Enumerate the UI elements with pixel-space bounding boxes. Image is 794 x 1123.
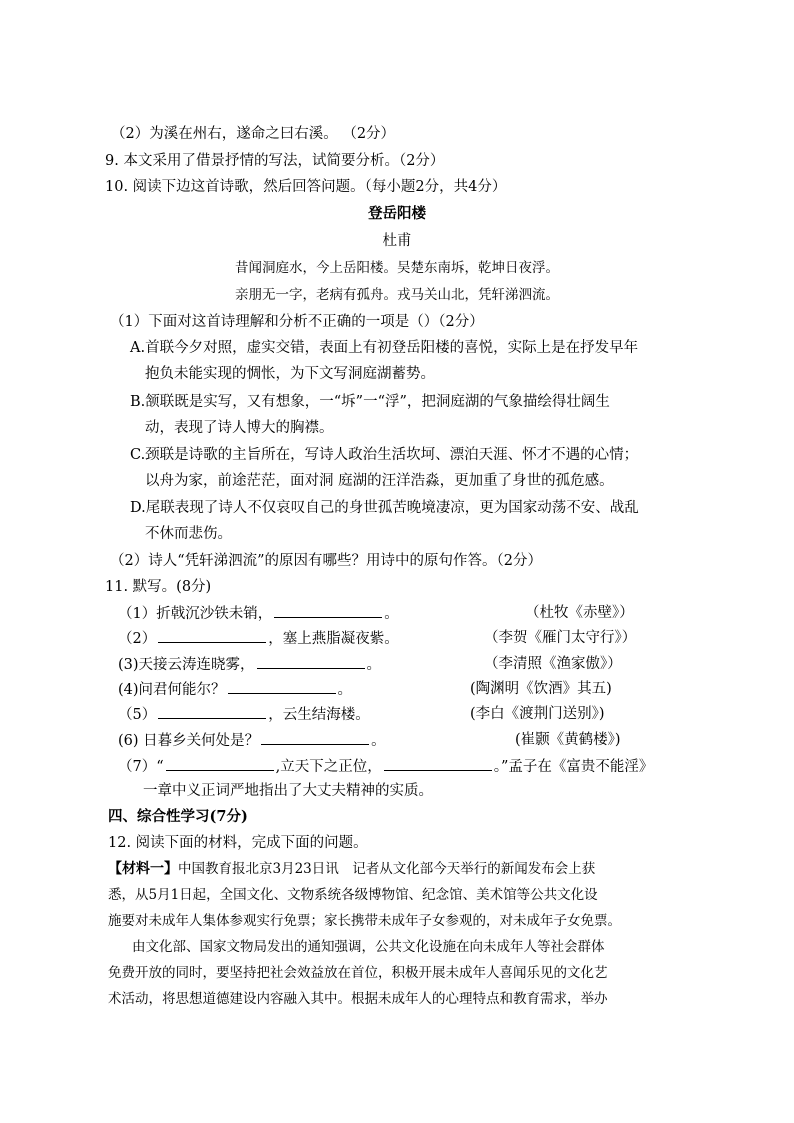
- option-c-line2: 以舟为家，前途茫茫，面对洞 庭湖的汪洋浩淼，更加重了身世的孤危感。: [145, 473, 614, 489]
- answer-blank[interactable]: [261, 730, 369, 745]
- question-10-2: （2）诗人“凭轩涕泗流”的原因有哪些？用诗中的原句作答。（2分）: [110, 553, 543, 569]
- dictation-7-prefix: （7）“: [118, 759, 164, 775]
- answer-blank[interactable]: [158, 704, 266, 719]
- dictation-2-prefix: （2）: [118, 631, 157, 647]
- answer-blank[interactable]: [384, 756, 492, 771]
- q8-part2: （2）为溪在州右，遂命之曰右溪。 （2分）: [111, 126, 396, 142]
- dictation-7-suffix: 。”孟子在《富贵不能淫》: [493, 759, 654, 775]
- dictation-5: [118, 704, 370, 725]
- dictation-1-suffix: 。: [384, 606, 399, 622]
- material-1-label: 【材料一】: [108, 861, 178, 877]
- dictation-6-source: (崔颢《黄鹤楼》): [515, 732, 621, 748]
- material-1-para2-line3: 术活动，将思想道德建设内容融入其中。根据未成年人的心理特点和教育需求，举办: [108, 991, 608, 1007]
- question-9: 9. 本文采用了借景抒情的写法，试简要分析。（2分）: [105, 153, 445, 169]
- material-1-text-1: 中国教育报北京3月23日讯 记者从文化部今天举行的新闻发布会上获: [178, 861, 596, 877]
- poem-line-1: 昔闻洞庭水，今上岳阳楼。吴楚东南坼，乾坤日夜浮。: [235, 260, 559, 276]
- option-a-line1: A.首联今夕对照，虚实交错，表面上有初登岳阳楼的喜悦，实际上是在抒发早年: [130, 340, 639, 356]
- dictation-1-prefix: （1）折戟沉沙铁未销，: [118, 606, 273, 622]
- answer-blank[interactable]: [166, 756, 274, 771]
- question-11: 11. 默写。(8分): [105, 579, 212, 595]
- dictation-4-source: (陶渊明《饮酒》其五): [470, 681, 612, 697]
- dictation-2-suffix: ，塞上燕脂凝夜紫。: [268, 631, 399, 647]
- material-1-line1: [108, 859, 595, 879]
- dictation-7: [118, 756, 653, 777]
- option-c-line1: C.颈联是诗歌的主旨所在，写诗人政治生活坎坷、漂泊天涯、怀才不遇的心情；: [130, 447, 639, 463]
- dictation-3-suffix: 。: [366, 657, 382, 673]
- question-10-1: （1）下面对这首诗理解和分析不正确的一项是（）（2分）: [110, 314, 484, 330]
- poem-title: 登岳阳楼: [368, 205, 426, 222]
- question-10: 10. 阅读下边这首诗歌，然后回答问题。（每小题2分，共4分）: [105, 179, 507, 195]
- poem-line-2: 亲朋无一字，老病有孤舟。戎马关山北，凭轩涕泗流。: [235, 287, 559, 303]
- dictation-2-source: （李贺《雁门太守行》）: [484, 630, 637, 646]
- dictation-6-suffix: 。: [371, 733, 386, 749]
- dictation-6: [118, 730, 386, 751]
- dictation-6-prefix: (6) 日暮乡关何处是？: [118, 733, 260, 749]
- answer-blank[interactable]: [274, 603, 382, 618]
- answer-blank[interactable]: [257, 654, 365, 669]
- dictation-5-suffix: ，云生结海楼。: [268, 707, 370, 723]
- material-1-line3: 施要对未成年人集体参观实行免票；家长携带未成年子女参观的，对未成年子女免票。: [108, 913, 621, 929]
- question-12: 12. 阅读下面的材料，完成下面的问题。: [108, 835, 368, 851]
- option-d-line2: 不休而悲伤。: [145, 526, 232, 542]
- dictation-3: [118, 654, 381, 675]
- poem-author: 杜甫: [382, 233, 412, 249]
- answer-blank[interactable]: [158, 628, 266, 643]
- material-1-para2-line2: 免费开放的同时，要坚持把社会效益放在首位，积极开展未成年人喜闻乐见的文化艺: [108, 965, 608, 981]
- dictation-5-source: (李白《渡荆门送别》): [470, 706, 605, 722]
- dictation-3-source: （李清照《渔家傲》）: [484, 656, 622, 672]
- answer-blank[interactable]: [228, 679, 336, 694]
- option-b-line2: 动，表现了诗人博大的胸襟。: [145, 420, 334, 436]
- dictation-1-source: （杜牧《赤壁》）: [525, 605, 634, 621]
- dictation-7-middle: ,立天下之正位，: [275, 759, 382, 775]
- option-b-line1: B.颔联既是实写，又有想象，一“坼”一“浮”，把洞庭湖的气象描绘得壮阔生: [130, 394, 610, 410]
- material-1-para2-line1: 由文化部、国家文物局发出的通知强调，公共文化设施在向未成年人等社会群体: [132, 939, 605, 955]
- dictation-5-prefix: （5）: [118, 707, 157, 723]
- option-d-line1: D.尾联表现了诗人不仅哀叹自己的身世孤苦晚境凄凉，更为国家动荡不安、战乱: [130, 500, 639, 516]
- dictation-3-prefix: (3)天接云涛连晓雾，: [118, 657, 255, 673]
- dictation-4-suffix: 。: [337, 682, 353, 698]
- section-4-heading: 四、综合性学习(7分): [108, 808, 248, 825]
- option-a-line2: 抱负未能实现的惆怅，为下文写洞庭湖蓄势。: [145, 366, 435, 382]
- dictation-4-prefix: (4)问君何能尔？: [118, 682, 226, 698]
- material-1-line2: 悉，从5月1日起，全国文化、文物系统各级博物馆、纪念馆、美术馆等公共文化设: [108, 887, 598, 903]
- dictation-7-continued: 一章中义正词严地指出了大丈夫精神的实质。: [143, 783, 433, 799]
- dictation-1: [118, 603, 399, 624]
- dictation-2: [118, 628, 399, 649]
- dictation-4: [118, 679, 352, 700]
